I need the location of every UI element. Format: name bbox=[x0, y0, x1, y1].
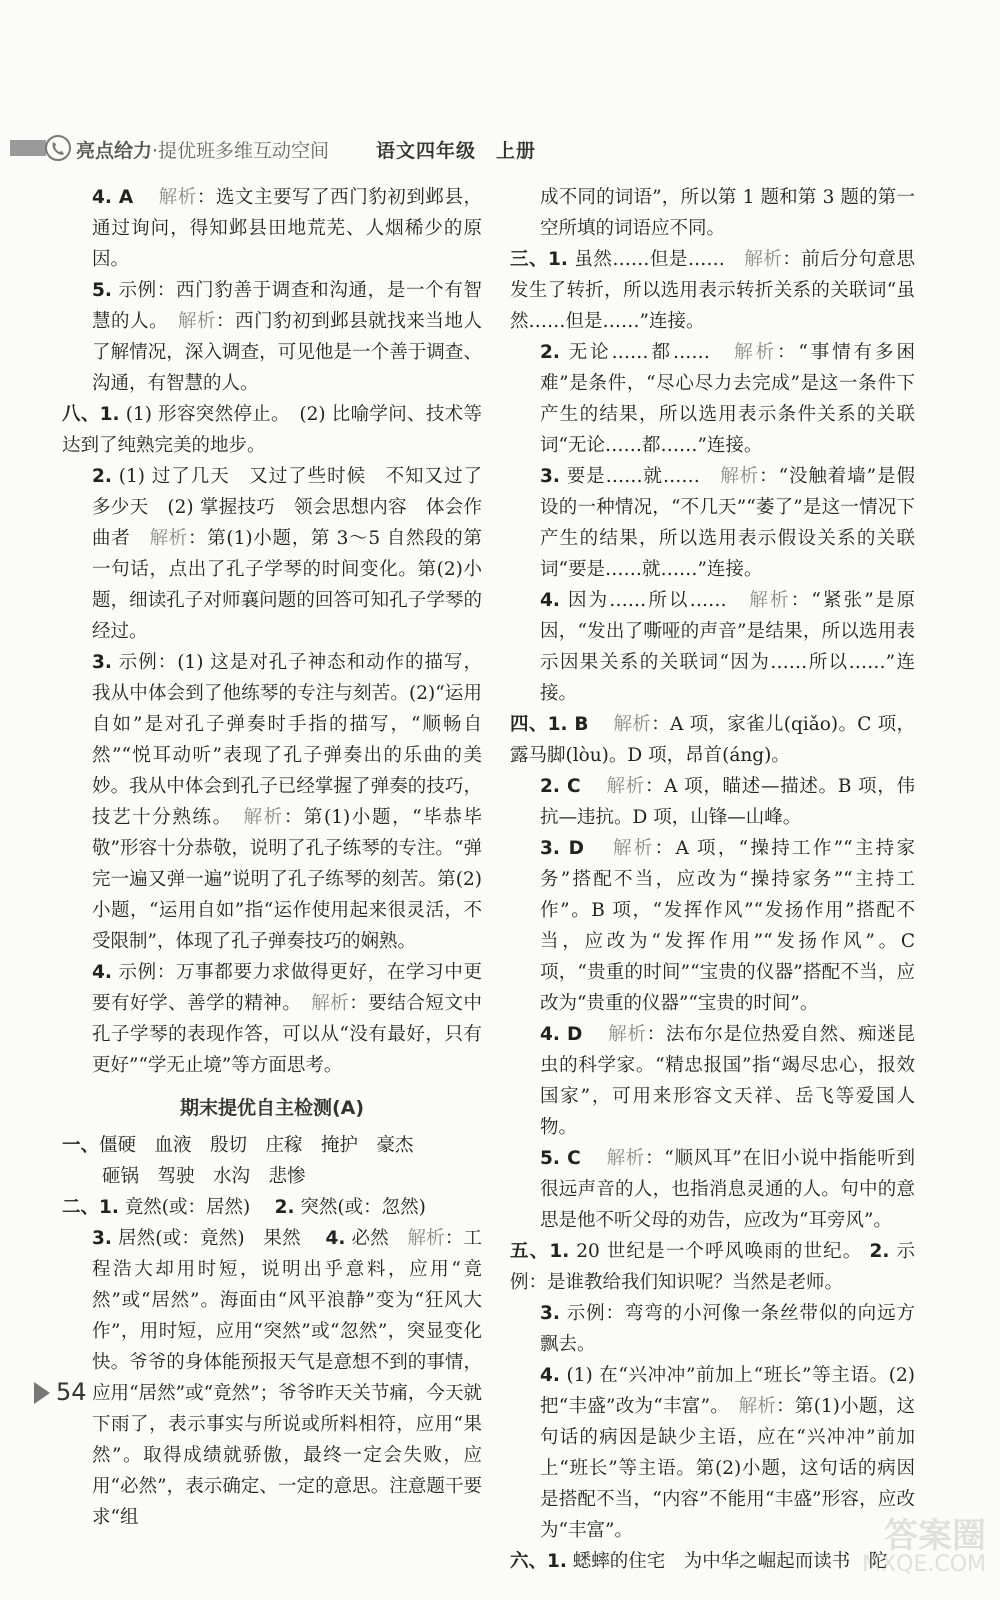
answer-text: (1) 过了几天 又过了些时候 不知又过了多少天 (2) 掌握技巧 领会思想内容 体会作曲者 bbox=[92, 466, 482, 549]
answer-number: 4. D bbox=[540, 1024, 583, 1045]
page-arrow-icon bbox=[34, 1382, 50, 1404]
answer-item bbox=[62, 647, 482, 957]
answer-item bbox=[62, 182, 482, 275]
answer-item bbox=[62, 275, 482, 399]
answer-number: 一、 bbox=[62, 1135, 100, 1156]
answer-item bbox=[510, 1143, 915, 1236]
answer-text: 示例：西门豹善于调查和沟通，是一个有智慧的人。 bbox=[92, 280, 482, 332]
answer-item bbox=[62, 957, 482, 1081]
word-list: 砸锅 驾驶 水沟 悲惨 bbox=[102, 1166, 306, 1187]
answer-item bbox=[62, 461, 482, 647]
answer-number: 三、1. bbox=[510, 249, 568, 270]
analysis-text: ：选文主要写了西门豹初到邺县，通过询问，得知邺县田地荒芜、人烟稀少的原因。 bbox=[92, 187, 482, 270]
analysis-label: 解析 bbox=[177, 311, 217, 332]
answer-number: 4. A bbox=[92, 187, 134, 208]
answer-text: 必然 bbox=[351, 1228, 389, 1249]
analysis-label: 解析 bbox=[407, 1228, 445, 1249]
answer-number: 4. bbox=[92, 962, 112, 983]
analysis-label: 解析 bbox=[243, 807, 284, 828]
answer-number: 3. bbox=[540, 1303, 560, 1324]
answer-text: 居然(或：竟然) 果然 bbox=[117, 1228, 320, 1249]
word-list: 僵硬 血液 殷切 庄稼 掩护 豪杰 bbox=[99, 1135, 414, 1156]
answer-number: 5. C bbox=[540, 1148, 581, 1169]
section-one-line2 bbox=[62, 1161, 482, 1192]
answer-text: 20 世纪是一个呼风唤雨的世纪。 bbox=[576, 1241, 863, 1262]
answer-number: 六、1. bbox=[510, 1551, 567, 1572]
analysis-text: ：西门豹初到邺县就找来当地人了解情况，深入调查，可见他是一个善于调查、沟通，有智慧的人。 bbox=[92, 311, 482, 394]
analysis-text: ：第(1)小题，“毕恭毕敬”形容十分恭敬，说明了孔子练琴的专注。“弹完一遍又弹一遍”说明了孔子练琴的刻苦。第(2)小题，“运用自如”指“运作使用起来很灵活，不受限制”，体现了孔子弹奏技巧的娴熟。 bbox=[92, 807, 482, 952]
answer-text: 示例：是谁教给我们知识呢？当然是老师。 bbox=[510, 1241, 915, 1293]
answer-text: 突然(或：忽然) bbox=[300, 1197, 426, 1218]
analysis-text: ：要结合短文中孔子学琴的表现作答，可以从“没有最好，只有更好”“学无止境”等方面思考。 bbox=[92, 993, 482, 1076]
answer-number: 4. bbox=[540, 590, 560, 611]
analysis-label: 解析 bbox=[749, 590, 791, 611]
page-header bbox=[0, 132, 1000, 172]
analysis-text: ：A 项，家雀儿(qiǎo)。C 项，露马脚(lòu)。D 项，昂首(áng)。 bbox=[510, 714, 915, 766]
right-column bbox=[510, 182, 915, 1577]
answer-item bbox=[510, 585, 915, 709]
section-one bbox=[62, 1130, 482, 1161]
answer-item bbox=[510, 709, 915, 771]
answer-text: (1) 形容突然停止。 (2) 比喻学问、技术等达到了纯熟完美的地步。 bbox=[62, 404, 482, 456]
analysis-label: 解析 bbox=[720, 466, 760, 487]
answer-number: 2. bbox=[869, 1241, 890, 1262]
left-column bbox=[62, 182, 482, 1533]
analysis-label: 解析 bbox=[608, 1024, 647, 1045]
answer-text: 成不同的词语”，所以第 1 题和第 3 题的第一空所填的词语应不同。 bbox=[540, 187, 915, 239]
section-title: 期末提优自主检测(A) bbox=[179, 1097, 365, 1119]
answer-number: 2. bbox=[540, 342, 560, 363]
answer-item bbox=[62, 1192, 482, 1223]
header-brand: 亮点给力·提优班多维互动空间 bbox=[76, 140, 330, 162]
answer-item bbox=[510, 1298, 915, 1360]
answer-text: 蟋蟀的住宅 为中华之崛起而读书 陀 bbox=[572, 1551, 888, 1572]
analysis-label: 解析 bbox=[311, 993, 350, 1014]
answer-number: 五、1. bbox=[510, 1241, 570, 1262]
answer-number: 3. D bbox=[540, 838, 585, 859]
analysis-text: ：“紧张”是原因，“发出了嘶哑的声音”是结果，所以选用表示因果关系的关联词“因为……所以……”连接。 bbox=[540, 590, 915, 704]
answer-text: 要是……就…… bbox=[566, 466, 700, 487]
answer-text: 虽然……但是…… bbox=[574, 249, 725, 270]
answer-text: 示例：(1) 这是对孔子神态和动作的描写，我从中体会到了他练琴的专注与刻苦。(2)“运用自如”是对孔子弹奏时手指的描写，“顺畅自然”“悦耳动听”表现了孔子弹奏出的乐曲的美妙。我从中体会到孔子已经掌握了弹奏的技巧，技艺十分熟练。 bbox=[92, 652, 482, 828]
answer-item bbox=[510, 244, 915, 337]
analysis-label: 解析 bbox=[613, 714, 652, 735]
analysis-text: ：A 项，“操持工作”“主持家务”搭配不当，应改为“操持家务”“主持工作”。B 项，“发挥作风”“发扬作用”搭配不当，应改为“发挥作用”“发扬作风”。C 项，“贵重的时间”“宝贵的仪器”搭配不当，应改为“贵重的仪器”“宝贵的时间”。 bbox=[540, 838, 915, 1014]
answer-number: 4. bbox=[325, 1228, 346, 1249]
page-number: 54 bbox=[34, 1378, 87, 1406]
answer-text: 示例：弯弯的小河像一条丝带似的向远方飘去。 bbox=[540, 1303, 915, 1355]
answer-item bbox=[510, 771, 915, 833]
answer-number: 2. bbox=[274, 1197, 295, 1218]
analysis-text: ：“顺风耳”在旧小说中指能听到很远声音的人，也指消息灵通的人。句中的意思是他不听父母的劝告，应改为“耳旁风”。 bbox=[540, 1148, 915, 1231]
phone-logo-icon bbox=[44, 134, 72, 162]
answer-text: (1) 在“兴冲冲”前加上“班长”等主语。(2) 把“丰盛”改为“丰富”。 bbox=[540, 1365, 915, 1417]
answer-item bbox=[62, 1223, 482, 1533]
analysis-text: ：A 项，瞄述—描述。B 项，伟抗—违抗。D 项，山锋—山峰。 bbox=[540, 776, 915, 828]
answer-number: 4. bbox=[540, 1365, 560, 1386]
answer-item bbox=[510, 833, 915, 1019]
answer-number: 3. bbox=[92, 1228, 112, 1249]
answer-text: 示例：万事都要力求做得更好，在学习中更要有好学、善学的精神。 bbox=[92, 962, 482, 1014]
answer-item bbox=[510, 461, 915, 585]
answer-number: 2. C bbox=[540, 776, 581, 797]
watermark-line2: MXQE.COM bbox=[862, 1552, 986, 1577]
watermark-logo bbox=[766, 1508, 986, 1588]
answer-item bbox=[510, 337, 915, 461]
analysis-label: 解析 bbox=[158, 187, 197, 208]
analysis-text: ：第(1)小题，第 3～5 自然段的第一句话，点出了孔子学琴的时间变化。第(2)小题，细读孔子对师襄问题的回答可知孔子学琴的经过。 bbox=[92, 528, 482, 642]
analysis-label: 解析 bbox=[606, 1148, 646, 1169]
analysis-text: ：前后分句意思发生了转折，所以选用表示转折关系的关联词“虽然……但是……”连接。 bbox=[510, 249, 915, 332]
analysis-text: ：第(1)小题，这句话的病因是缺少主语，应在“兴冲冲”前加上“班长”等主语。第(2)小题，这句话的病因是搭配不当，“内容”不能用“丰盛”形容，应改为“丰富”。 bbox=[540, 1396, 915, 1541]
analysis-label: 解析 bbox=[738, 1396, 777, 1417]
answer-item bbox=[510, 182, 915, 244]
watermark-line1: 答案圈 bbox=[884, 1516, 986, 1556]
analysis-text: ：“事情有多困难”是条件，“尽心尽力去完成”是这一条件下产生的结果，所以选用表示条件关系的关联词“无论……都……”连接。 bbox=[540, 342, 915, 456]
answer-item bbox=[62, 399, 482, 461]
answer-number: 3. bbox=[540, 466, 560, 487]
analysis-label: 解析 bbox=[606, 776, 645, 797]
header-subject: 语文四年级 上册 bbox=[376, 140, 537, 162]
analysis-text: ：法布尔是位热爱自然、痴迷昆虫的科学家。“精忠报国”指“竭尽忠心，报效国家”，可用来形容文天祥、岳飞等爱国人物。 bbox=[540, 1024, 915, 1138]
analysis-text: ：“没触着墙”是假设的一种情况，“不几天”“萎了”是这一情况下产生的结果，所以选用表示假设关系的关联词“要是……就……”连接。 bbox=[540, 466, 915, 580]
answer-text: 竟然(或：居然) bbox=[124, 1197, 269, 1218]
answer-number: 3. bbox=[92, 652, 112, 673]
analysis-label: 解析 bbox=[744, 249, 783, 270]
answer-number: 2. bbox=[92, 466, 112, 487]
answer-item bbox=[510, 1236, 915, 1298]
answer-text: 因为……所以…… bbox=[567, 590, 727, 611]
answer-text: 无论……都…… bbox=[568, 342, 710, 363]
analysis-text: ：工程浩大却用时短，说明出乎意料，应用“竟然”或“居然”。海面由“风平浪静”变为“狂风大作”，用时短，应用“突然”或“忽然”，突显变化快。爷爷的身体能预报天气是意想不到的事情，应用“居然”或“竟然”；爷爷昨天关节痛，今天就下雨了，表示事实与所说或所料相符，应用“果然”。取得成绩就骄傲，最终一定会失败，应用“必然”，表示确定、一定的意思。注意题干要求“组 bbox=[92, 1228, 482, 1528]
answer-number: 5. bbox=[92, 280, 112, 301]
answer-number: 四、1. B bbox=[510, 714, 589, 735]
analysis-label: 解析 bbox=[734, 342, 778, 363]
answer-number: 八、1. bbox=[62, 404, 120, 425]
analysis-label: 解析 bbox=[613, 838, 655, 859]
answer-item bbox=[510, 1019, 915, 1143]
header-bar bbox=[10, 140, 46, 156]
analysis-label: 解析 bbox=[149, 528, 189, 549]
answer-number: 二、1. bbox=[62, 1197, 119, 1218]
